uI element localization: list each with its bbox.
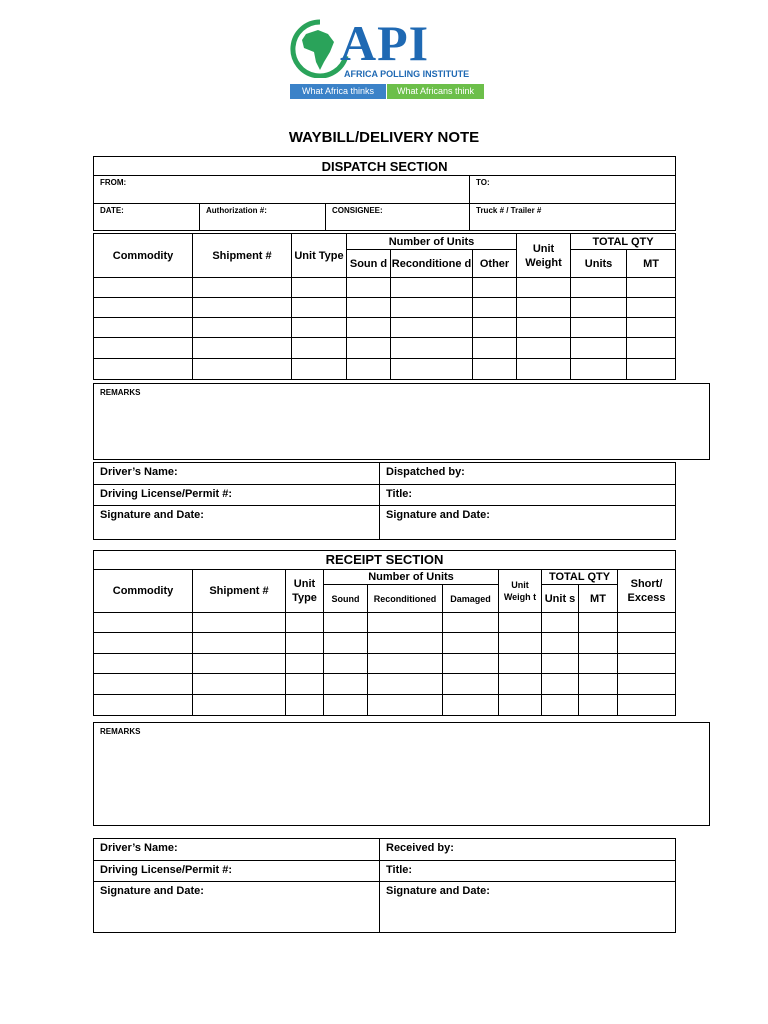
drivers-name-field[interactable]: Driver’s Name:: [94, 463, 380, 485]
drivers-name-field[interactable]: Driver’s Name:: [94, 839, 380, 861]
col-shipment: Shipment #: [193, 234, 292, 278]
col-reconditioned: Reconditioned: [368, 585, 443, 613]
col-commodity: Commodity: [94, 570, 193, 613]
table-row: [94, 318, 676, 338]
col-total-qty: TOTAL QTY: [571, 234, 676, 250]
receipt-commodity-table: [93, 550, 676, 716]
table-row: [94, 613, 676, 633]
col-unit-weight: Unit Weight: [517, 234, 571, 278]
col-number-of-units: Number of Units: [347, 234, 517, 250]
driving-license-field[interactable]: Driving License/Permit #:: [94, 861, 380, 882]
col-total-qty: TOTAL QTY: [542, 570, 618, 585]
consignee-field[interactable]: CONSIGNEE:: [326, 204, 470, 231]
table-row: [94, 633, 676, 654]
from-field[interactable]: FROM:: [94, 176, 470, 204]
table-row: [94, 338, 676, 359]
col-number-of-units: Number of Units: [324, 570, 499, 585]
logo: [284, 15, 486, 102]
table-row: [94, 298, 676, 318]
table-row: [94, 359, 676, 380]
remarks-label: REMARKS: [100, 727, 141, 736]
logo-tagline-left: What Africa thinks: [290, 84, 386, 99]
logo-tagline-right: What Africans think: [387, 84, 484, 99]
receiver-signature-field[interactable]: Signature and Date:: [380, 882, 676, 933]
col-units: Unit s: [542, 585, 579, 613]
col-short-excess: Short/ Excess: [618, 570, 676, 613]
driver-signature-field[interactable]: Signature and Date:: [94, 882, 380, 933]
table-row: [94, 654, 676, 674]
driver-signature-field[interactable]: Signature and Date:: [94, 506, 380, 540]
dispatch-remarks-box[interactable]: [93, 383, 710, 460]
receipt-signature-table: [93, 838, 676, 933]
dispatch-signature-table: [93, 462, 676, 540]
col-units: Units: [571, 250, 627, 278]
table-row: [94, 278, 676, 298]
truck-trailer-field[interactable]: Truck # / Trailer #: [470, 204, 676, 231]
col-reconditioned: Reconditione d: [391, 250, 473, 278]
col-unit-weight: Unit Weigh t: [499, 570, 542, 613]
received-by-field[interactable]: Received by:: [380, 839, 676, 861]
driving-license-field[interactable]: Driving License/Permit #:: [94, 485, 380, 506]
table-row: [94, 674, 676, 695]
to-field[interactable]: TO:: [470, 176, 676, 204]
dispatch-info-table: [93, 156, 676, 231]
remarks-label: REMARKS: [100, 388, 141, 397]
authorization-field[interactable]: Authorization #:: [200, 204, 326, 231]
col-sound: Sound: [324, 585, 368, 613]
dispatch-commodity-table: [93, 233, 676, 380]
dispatch-section-title: DISPATCH SECTION: [94, 157, 676, 176]
dispatched-by-field[interactable]: Dispatched by:: [380, 463, 676, 485]
document-title: WAYBILL/DELIVERY NOTE: [288, 129, 480, 146]
col-mt: MT: [579, 585, 618, 613]
col-sound: Soun d: [347, 250, 391, 278]
col-unit-type: Unit Type: [292, 234, 347, 278]
col-shipment: Shipment #: [193, 570, 286, 613]
receipt-section-title: RECEIPT SECTION: [94, 551, 676, 570]
col-unit-type: Unit Type: [286, 570, 324, 613]
col-commodity: Commodity: [94, 234, 193, 278]
title-field[interactable]: Title:: [380, 485, 676, 506]
receipt-remarks-box[interactable]: [93, 722, 710, 826]
col-damaged: Damaged: [443, 585, 499, 613]
col-other: Other: [473, 250, 517, 278]
dispatcher-signature-field[interactable]: Signature and Date:: [380, 506, 676, 540]
date-field[interactable]: DATE:: [94, 204, 200, 231]
logo-brand: API: [340, 15, 430, 71]
table-row: [94, 695, 676, 716]
title-field[interactable]: Title:: [380, 861, 676, 882]
col-mt: MT: [627, 250, 676, 278]
logo-subtitle: AFRICA POLLING INSTITUTE: [344, 69, 470, 79]
